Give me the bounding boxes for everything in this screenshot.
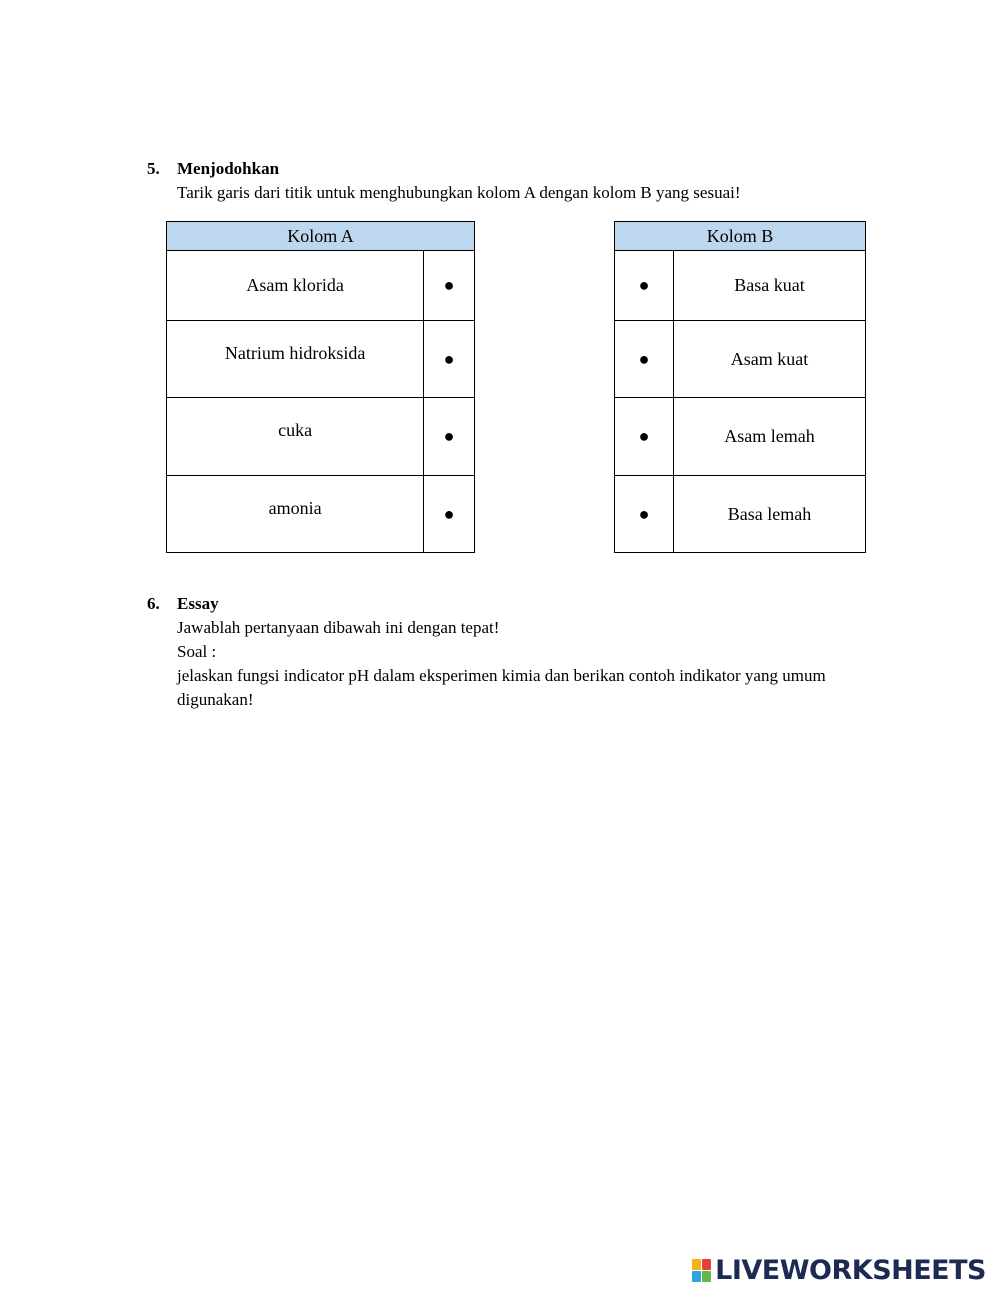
liveworksheets-logo — [692, 1255, 986, 1285]
question-instruction: Tarik garis dari titik untuk menghubungkan kolom A dengan kolom B yang sesuai! — [177, 183, 741, 202]
match-dot[interactable]: ● — [615, 398, 674, 476]
column-a-item: amonia — [167, 476, 424, 553]
column-b-table — [614, 221, 866, 553]
table-row — [615, 398, 866, 476]
table-row — [167, 398, 475, 476]
match-dot[interactable]: ● — [615, 476, 674, 553]
logo-mark-icon — [692, 1259, 711, 1282]
question-text: jelaskan fungsi indicator pH dalam eksperimen kimia dan berikan contoh indikator yang umum digunakan! — [177, 666, 826, 709]
question-instruction: Jawablah pertanyaan dibawah ini dengan tepat! — [177, 618, 500, 637]
match-dot[interactable]: ● — [615, 251, 674, 321]
column-a-table — [166, 221, 475, 553]
column-b-header: Kolom B — [615, 222, 866, 251]
column-b-item: Asam lemah — [674, 398, 866, 476]
question-title: Essay — [177, 594, 219, 613]
match-dot[interactable]: ● — [424, 476, 475, 553]
table-row — [615, 321, 866, 398]
column-b-item: Asam kuat — [674, 321, 866, 398]
column-b-item: Basa kuat — [674, 251, 866, 321]
table-row — [167, 476, 475, 553]
column-a-item: Asam klorida — [167, 251, 424, 321]
column-b-item: Basa lemah — [674, 476, 866, 553]
match-dot[interactable]: ● — [424, 398, 475, 476]
table-row — [615, 251, 866, 321]
question-label: Soal : — [177, 642, 217, 661]
question-number: 6. — [147, 594, 160, 613]
table-row — [167, 321, 475, 398]
column-a-item: cuka — [167, 398, 424, 476]
question-title: Menjodohkan — [177, 159, 280, 178]
match-dot[interactable]: ● — [615, 321, 674, 398]
table-row — [615, 476, 866, 553]
logo-text: LIVEWORKSHEETS — [715, 1254, 986, 1286]
match-dot[interactable]: ● — [424, 321, 475, 398]
question-number: 5. — [147, 159, 160, 178]
column-a-item: Natrium hidroksida — [167, 321, 424, 398]
table-row — [167, 251, 475, 321]
column-a-header: Kolom A — [167, 222, 475, 251]
match-dot[interactable]: ● — [424, 251, 475, 321]
